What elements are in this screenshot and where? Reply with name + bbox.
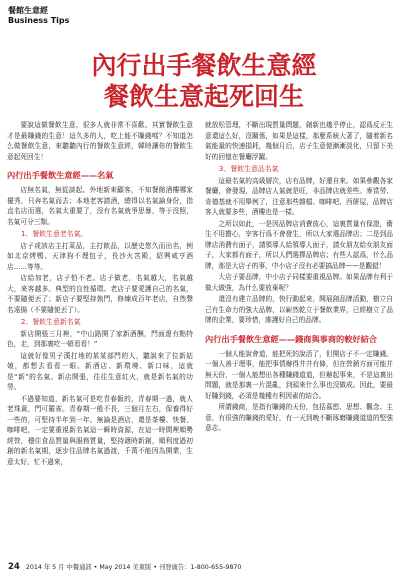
section-header <box>8 6 69 26</box>
body-paragraph: 店無名氣，無從談起。外地新來顧客，不知餐館酒樓哪家優秀，只奔名氣而去；本地老客請酒，總得以名氣論身份，指直名店而選，名氣太重要了，沒有名氣就爭思暴，等于沒照，名氣可分三類。 <box>7 186 193 226</box>
body-paragraph: 店子或該店主打菜品，主打飲品，以歷史悠久而出名，例如北京烤鴨、天津狗不理包子，長沙火宮殿，紹興咸亨酒店……等等。 <box>7 241 193 271</box>
section-heading-money-business: 內行出手餐飲生意經——錢商與事商的較好結合 <box>205 333 377 344</box>
body-paragraph: 店給加老，店子怕不老。店子做老，名氣越大，名氣越大，來客越多。典型的良性循環。老店子要愛護自己的名氣，不要隨便丟了；新店子要堅持執門，修煉成百年老店，自然聲名遠揚（不要隨便丟了）。 <box>7 274 193 314</box>
body-paragraph: 大店子要品牌，中小店子同樣要重視品牌。如果品牌有利于做大做強，為什么要放棄呢？ <box>205 273 393 292</box>
body-paragraph: 還沒有建立品牌的，快行動起來，開展創品牌活動，樹立自己有生命力的強大品牌，以嶄然乾立于餐飲業界，已經樹立了品牌的企業，要珍惜，維護好自己的品牌。 <box>205 295 393 324</box>
left-column <box>7 120 193 468</box>
body-paragraph: 這最名氣的高級層次，店有品牌，好運自來。如果參觀各家餐廳，會發現，品牌店人氣就是旺，非品牌店就差些。麥當勞、肯德基就不用舉例了，注意那些雜檔、咖啡吧、西餅屋，品牌店客人就要多些，酒樓也是一樣。 <box>205 176 393 216</box>
subheading-new-reputation: 2、餐飲生意新名氣 <box>21 318 81 326</box>
body-paragraph: 之所以如此，一是因品牌店消費放心，這裏質量有保證，衛生不用擔心，宰客行爲不會發生，所以大家選品牌店；二是到品牌店消費有面子，請領導人給領導人面子，請女朋友給女朋友面子，大家都有面子，所以人們選擇品牌店；有些人認爲，什么品牌，那是大店子的事，中小店子沒有必要搞品牌——是觀錯！ <box>205 219 393 270</box>
body-paragraph: 一個人能說會道，能把死的說活了，但開店子不一定賺錢。一個人善于理事，能把事情辦得井井有條，但在營銷方面可能并無天份，一個人能想出各種賺錢道道，但辦起事來，不是這裏出問題，就是那裏一片混亂，到頭來什么事也沒做成。因此，要最好賺到錢，必須是幾種有利因素的結合。 <box>205 349 393 400</box>
right-column <box>205 120 393 435</box>
body-paragraph: 就放松管理，不斷出現質量問題，創新也幾乎停止，認爲反正生意還這么好，沒關係，如果是這樣，那麼系統大著了，隨着新名氣能量的快速損耗，幾個月后，店子生意便漸漸淡化，只留下美好的回憶在餐廳浮躍。 <box>205 121 393 161</box>
subheading-old-reputation: 1、餐飲生意老名氣。 <box>21 230 88 238</box>
article-title-line2: 餐飲生意起死回生 <box>103 82 304 111</box>
section-title-chinese: 餐館生意經 <box>8 6 48 15</box>
article-title <box>14 50 394 112</box>
section-heading-reputation: 內行出手餐飲生意經——名氣 <box>7 170 114 180</box>
footer-text: 2014 年 5 月 中餐通訊 • May 2014 美東版 • 刊登廣告：1-800-655-9870 <box>25 564 242 571</box>
subheading-brand-reputation: 3、餐飲生意品名氣 <box>219 165 279 173</box>
page-footer <box>8 562 393 572</box>
body-paragraph: 這就好像男子漢打地的某某部門的人，聽說來了位新姑娘，都想去看看一眼。新酒店、新環境、新口味，這就是“新”的名氣。新店開張，往往生意紅火，就是新名氣的功勞。 <box>7 351 193 391</box>
body-paragraph: 不過要知道，新名氣可是吃青春飯的，青春期一過，就人老珠黃，門可羅雀。青春期一般不長，三個月左右，保養得好一些的，可堅持半年到一年。無論是酒店，還是茶樓、快餐、咖啡吧，一定要重視新名氣這一瞬時資源，在這一時間裡順勢經營，穩住食品質量與服務質量，堅持適時新創，順利度過初創的新名氣期，逐步往品牌名氣過渡，千萬不能因為開業，生意太好，忙不過來， <box>7 394 193 466</box>
body-paragraph: 新店開張三月裡，“中山路開了家新酒酬，門面遼有點特色，走，到那裏吃一頓看看！” <box>7 329 193 348</box>
section-title-english: Business Tips <box>8 16 70 25</box>
page-number: 24 <box>8 562 20 572</box>
article-title-line1: 內行出手餐飲生意經 <box>91 51 317 80</box>
body-paragraph: 所謂錢商，是指有賺錢的天份，包括慕慾、思想、觀念、主意，有很強的賺錢的愛好，有一天到晚不斷琢磨賺錢道道的堅強意志。 <box>205 403 393 432</box>
intro-paragraph: 要說這做餐飲生意，很多人就非常不喜歡。其實餐飲生意才是最賺錢的生意！這久多的人，吃上能不賺錢嗎？不知道怎么做餐飲生意，來聽聽內行的餐飲生意經，韓時讓你的餐飲生意起死回生！ <box>7 121 193 161</box>
